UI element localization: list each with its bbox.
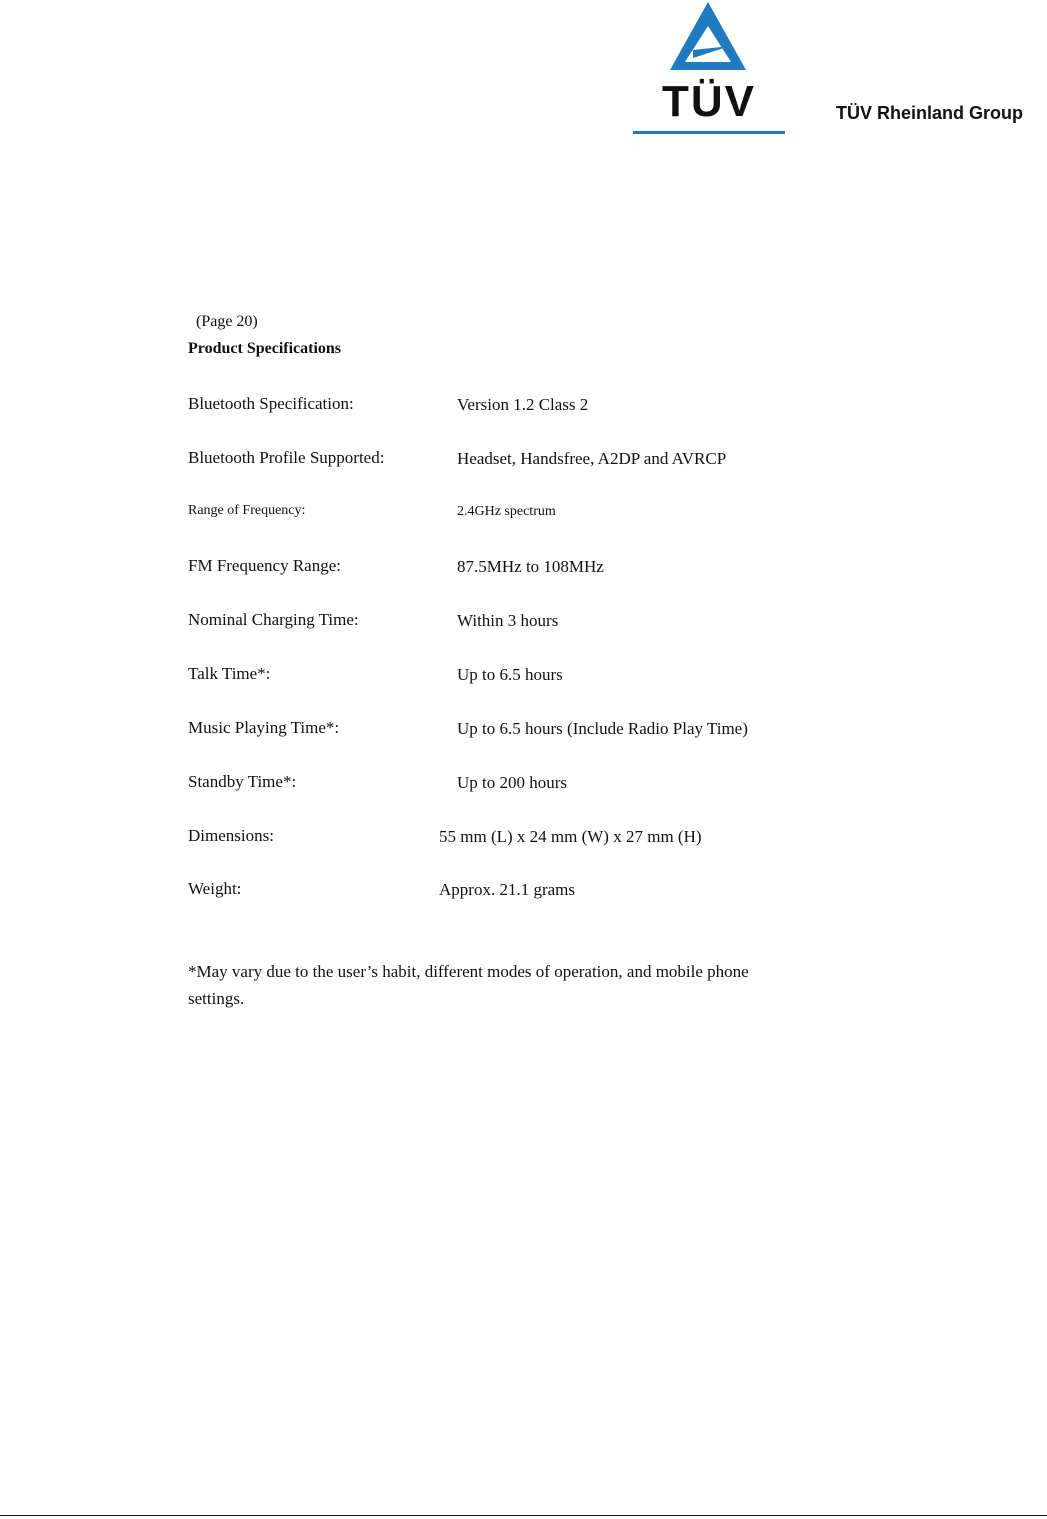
spec-value: 87.5MHz to 108MHz <box>457 557 604 576</box>
spec-label: Nominal Charging Time: <box>188 610 359 629</box>
spec-value: Headset, Handsfree, A2DP and AVRCP <box>457 449 727 468</box>
spec-label: Weight: <box>188 879 242 898</box>
page-title: Product Specifications <box>188 340 342 357</box>
logo-wordmark: TÜV <box>662 77 756 126</box>
page-reference: (Page 20) <box>196 313 258 330</box>
spec-value: Within 3 hours <box>457 611 559 630</box>
tuv-logo <box>633 2 785 136</box>
group-name: TÜV Rheinland Group <box>836 103 1023 123</box>
page-bottom-divider <box>0 1515 1047 1516</box>
spec-label: Range of Frequency: <box>188 503 306 518</box>
spec-value: 55 mm (L) x 24 mm (W) x 27 mm (H) <box>439 827 702 846</box>
spec-label: Bluetooth Specification: <box>188 394 354 413</box>
spec-value: Up to 200 hours <box>457 773 568 792</box>
spec-value: Version 1.2 Class 2 <box>457 395 589 414</box>
spec-label: Dimensions: <box>188 826 274 845</box>
spec-value: 2.4GHz spectrum <box>457 504 556 519</box>
spec-label: Talk Time*: <box>188 664 271 683</box>
spec-value: Up to 6.5 hours <box>457 665 563 684</box>
spec-label: FM Frequency Range: <box>188 556 341 575</box>
spec-value: Approx. 21.1 grams <box>439 880 575 899</box>
footnote: *May vary due to the user’s habit, different modes of operation, and mobile phone settings. <box>188 962 749 1008</box>
spec-label: Standby Time*: <box>188 772 297 791</box>
spec-value: Up to 6.5 hours (Include Radio Play Time) <box>457 719 748 738</box>
spec-label: Bluetooth Profile Supported: <box>188 448 385 467</box>
spec-label: Music Playing Time*: <box>188 718 340 737</box>
